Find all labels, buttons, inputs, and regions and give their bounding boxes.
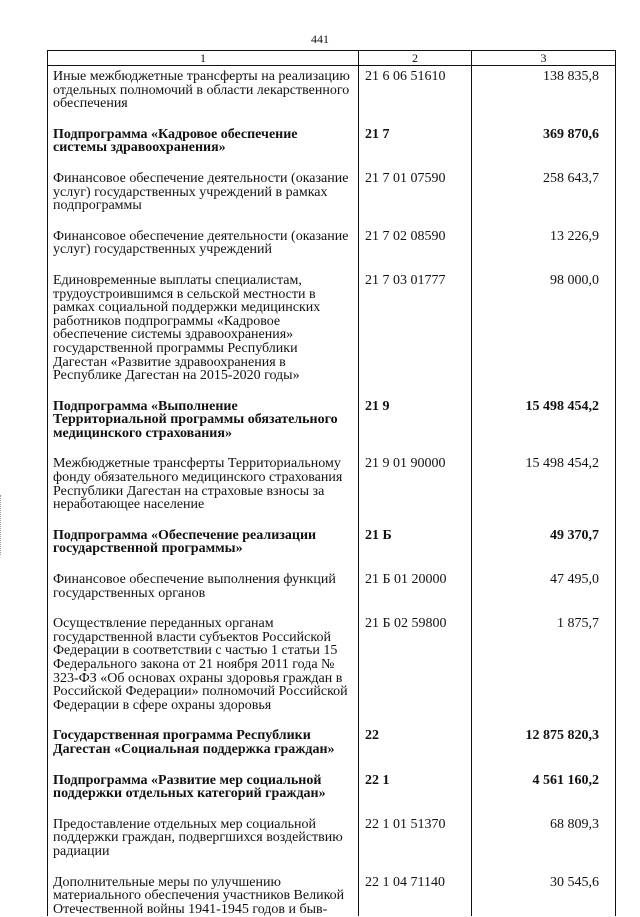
row-name-cell: Государственная программа Республики Дагестан «Социальная поддержка граждан» — [48, 725, 359, 769]
row-code-cell: 21 7 — [359, 124, 472, 168]
row-name-cell: Финансовое обеспечение выполнения функций государственных органов — [48, 569, 359, 613]
table-row — [48, 453, 616, 524]
row-code-cell: 21 Б — [359, 525, 472, 569]
row-amount-cell: 15 498 454,2 — [472, 396, 616, 454]
table-row — [48, 66, 616, 124]
table-row — [48, 270, 616, 396]
page-number: 441 — [311, 32, 329, 46]
row-code-cell: 22 1 04 71140 — [359, 872, 472, 917]
row-amount-cell: 30 545,6 — [472, 872, 616, 917]
row-amount-cell: 47 495,0 — [472, 569, 616, 613]
row-code-cell: 22 — [359, 725, 472, 769]
budget-table — [47, 50, 616, 916]
row-name-cell: Финансовое обеспечение деятельности (оказание услуг) государственных учреждений — [48, 226, 359, 270]
row-code-cell: 21 7 02 08590 — [359, 226, 472, 270]
column-header-2: 2 — [359, 51, 472, 66]
page-edge-mark — [0, 495, 3, 555]
column-header-3: 3 — [472, 51, 616, 66]
table-row — [48, 814, 616, 872]
table-row — [48, 525, 616, 569]
row-name-cell: Предоставление отдельных мер социальной поддержки граждан, подвергшихся воздействию радиации — [48, 814, 359, 872]
row-name-cell: Единовременные выплаты специалистам, трудоустроившимся в сельской местности в рамках социальной поддержки медицинских работников подпрограммы «Кадровое обеспечение системы здравоохранения» государственной программы Республики Дагестан «Развитие здравоохранения в Республике Дагестан на 2015-2020 годы» — [48, 270, 359, 396]
row-amount-cell: 258 643,7 — [472, 168, 616, 226]
row-code-cell: 21 Б 01 20000 — [359, 569, 472, 613]
table-row — [48, 124, 616, 168]
row-code-cell: 21 Б 02 59800 — [359, 613, 472, 725]
row-code-cell: 21 9 — [359, 396, 472, 454]
row-amount-cell: 12 875 820,3 — [472, 725, 616, 769]
row-amount-cell: 15 498 454,2 — [472, 453, 616, 524]
row-amount-cell: 49 370,7 — [472, 525, 616, 569]
row-name-cell: Финансовое обеспечение деятельности (оказание услуг) государственных учреждений в рамках подпрограммы — [48, 168, 359, 226]
row-amount-cell: 369 870,6 — [472, 124, 616, 168]
row-name-cell: Подпрограмма «Выполнение Территориальной программы обязательного медицинского страхования» — [48, 396, 359, 454]
row-amount-cell: 98 000,0 — [472, 270, 616, 396]
row-name-cell: Подпрограмма «Кадровое обеспечение системы здравоохранения» — [48, 124, 359, 168]
table-row — [48, 872, 616, 917]
table-row — [48, 613, 616, 725]
row-amount-cell: 13 226,9 — [472, 226, 616, 270]
row-amount-cell: 4 561 160,2 — [472, 770, 616, 814]
table-row — [48, 168, 616, 226]
row-code-cell: 21 7 01 07590 — [359, 168, 472, 226]
row-name-cell: Подпрограмма «Обеспечение реализации государственной программы» — [48, 525, 359, 569]
table-row — [48, 569, 616, 613]
row-amount-cell: 138 835,8 — [472, 66, 616, 124]
row-name-cell: Межбюджетные трансферты Территориальному фонду обязательного медицинского страхования Республики Дагестан на страховые взносы за неработающее население — [48, 453, 359, 524]
row-name-cell: Осуществление переданных органам государственной власти субъектов Российской Федерации в соответствии с частью 1 статьи 15 Федерального закона от 21 ноября 2011 года № 323-ФЗ «Об основах охраны здоровья граждан в Российской Федерации» полномочий Российской Федерации в сфере охраны здоровья — [48, 613, 359, 725]
row-code-cell: 21 9 01 90000 — [359, 453, 472, 524]
row-name-cell: Дополнительные меры по улучшению материального обеспечения участников Великой Отечественной войны 1941-1945 годов и быв- — [48, 872, 359, 917]
row-name-cell: Иные межбюджетные трансферты на реализацию отдельных полномочий в области лекарственного обеспечения — [48, 66, 359, 124]
table-header-row — [48, 51, 616, 66]
row-amount-cell: 1 875,7 — [472, 613, 616, 725]
row-name-cell: Подпрограмма «Развитие мер социальной поддержки отдельных категорий граждан» — [48, 770, 359, 814]
table-row — [48, 770, 616, 814]
row-code-cell: 21 6 06 51610 — [359, 66, 472, 124]
row-amount-cell: 68 809,3 — [472, 814, 616, 872]
row-code-cell: 22 1 01 51370 — [359, 814, 472, 872]
table-row — [48, 226, 616, 270]
row-code-cell: 21 7 03 01777 — [359, 270, 472, 396]
row-code-cell: 22 1 — [359, 770, 472, 814]
table-row — [48, 396, 616, 454]
column-header-1: 1 — [48, 51, 359, 66]
table-row — [48, 725, 616, 769]
